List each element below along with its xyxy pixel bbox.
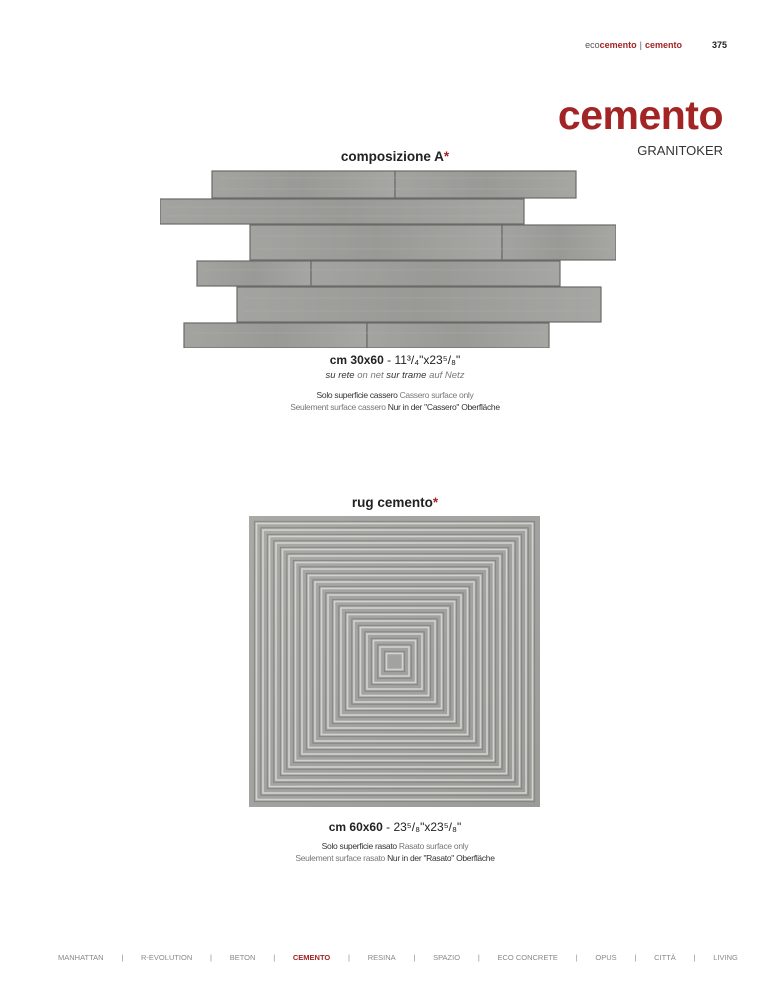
product-a-size: [240, 353, 550, 367]
header-separator: |: [639, 40, 642, 50]
product-b-surface-line1: [230, 841, 560, 851]
header-section-prefix: eco: [585, 40, 600, 50]
product-b-size-imperial: - 23⁵/₈"x23⁵/₈": [386, 820, 462, 834]
surface-a-fr: Seulement surface cassero: [290, 402, 386, 412]
footer-nav-item-opus[interactable]: OPUS: [595, 952, 617, 962]
product-a-surface-line1: [230, 390, 560, 400]
surface-a-de: Nur in der "Cassero" Oberfläche: [387, 402, 500, 412]
footer-nav-separator: |: [575, 952, 578, 962]
brand-title: cemento: [557, 92, 723, 138]
composizione-a-image: [160, 170, 616, 348]
footer-nav-item-eco-concrete[interactable]: ECO CONCRETE: [497, 952, 558, 962]
footer-nav-item-manhattan[interactable]: MANHATTAN: [58, 952, 104, 962]
product-b-size-metric: cm 60x60: [328, 820, 383, 834]
surface-a-it: Solo superficie cassero: [316, 390, 398, 400]
product-a-size-imperial: - 11³/₄"x23⁵/₈": [387, 353, 461, 367]
surface-b-de: Nur in der "Rasato" Oberfläche: [387, 853, 495, 863]
footer-nav-separator: |: [634, 952, 637, 962]
footer-nav-item-spazio[interactable]: SPAZIO: [433, 952, 461, 962]
footer-nav-separator: |: [121, 952, 124, 962]
product-a-star: *: [443, 149, 450, 164]
product-b-star: *: [432, 495, 439, 510]
page-number: 375: [711, 40, 727, 50]
footer-nav-separator: |: [273, 952, 276, 962]
page-header: [0, 40, 727, 50]
product-b-size: [240, 820, 550, 834]
product-b-surface-line2: [220, 853, 570, 863]
surface-b-it: Solo superficie rasato: [321, 841, 397, 851]
footer-nav-separator: |: [348, 952, 350, 962]
footer-nav-item-cemento[interactable]: CEMENTO: [292, 952, 331, 962]
surface-a-en: Cassero surface only: [399, 390, 474, 400]
header-section-main: cemento: [599, 40, 637, 50]
footer-nav-item-beton[interactable]: BETON: [229, 952, 256, 962]
product-a-surface-line2: [220, 402, 570, 412]
mesh-fr: sur trame: [386, 370, 427, 381]
product-a-title: [230, 149, 560, 164]
surface-b-fr: Seulement surface rasato: [295, 853, 385, 863]
footer-nav-item-resina[interactable]: RESINA: [367, 952, 396, 962]
product-b-title: [230, 495, 560, 510]
brand-subtitle: GRANITOKER: [637, 143, 723, 158]
product-a-title-text: composizione A: [340, 149, 444, 164]
mesh-it: su rete: [325, 370, 355, 381]
footer-nav-separator: |: [477, 952, 480, 962]
footer-nav-item-living[interactable]: LIVING: [713, 952, 738, 962]
product-a-mesh: [240, 370, 550, 381]
surface-b-en: Rasato surface only: [398, 841, 469, 851]
rug-cemento-image: [249, 516, 540, 807]
product-b-title-text: rug cemento: [351, 495, 433, 510]
mesh-en: on net: [357, 370, 384, 381]
footer-nav-item-r-evolution[interactable]: R-EVOLUTION: [141, 952, 193, 962]
footer-nav-separator: |: [413, 952, 416, 962]
mesh-de: auf Netz: [429, 370, 465, 381]
footer-nav-separator: |: [210, 952, 212, 962]
header-current: cemento: [644, 40, 682, 50]
footer-nav: [58, 950, 738, 964]
footer-nav-separator: |: [693, 952, 696, 962]
footer-nav-item-citt-[interactable]: CITTÀ: [654, 952, 676, 962]
product-a-size-metric: cm 30x60: [329, 353, 384, 367]
